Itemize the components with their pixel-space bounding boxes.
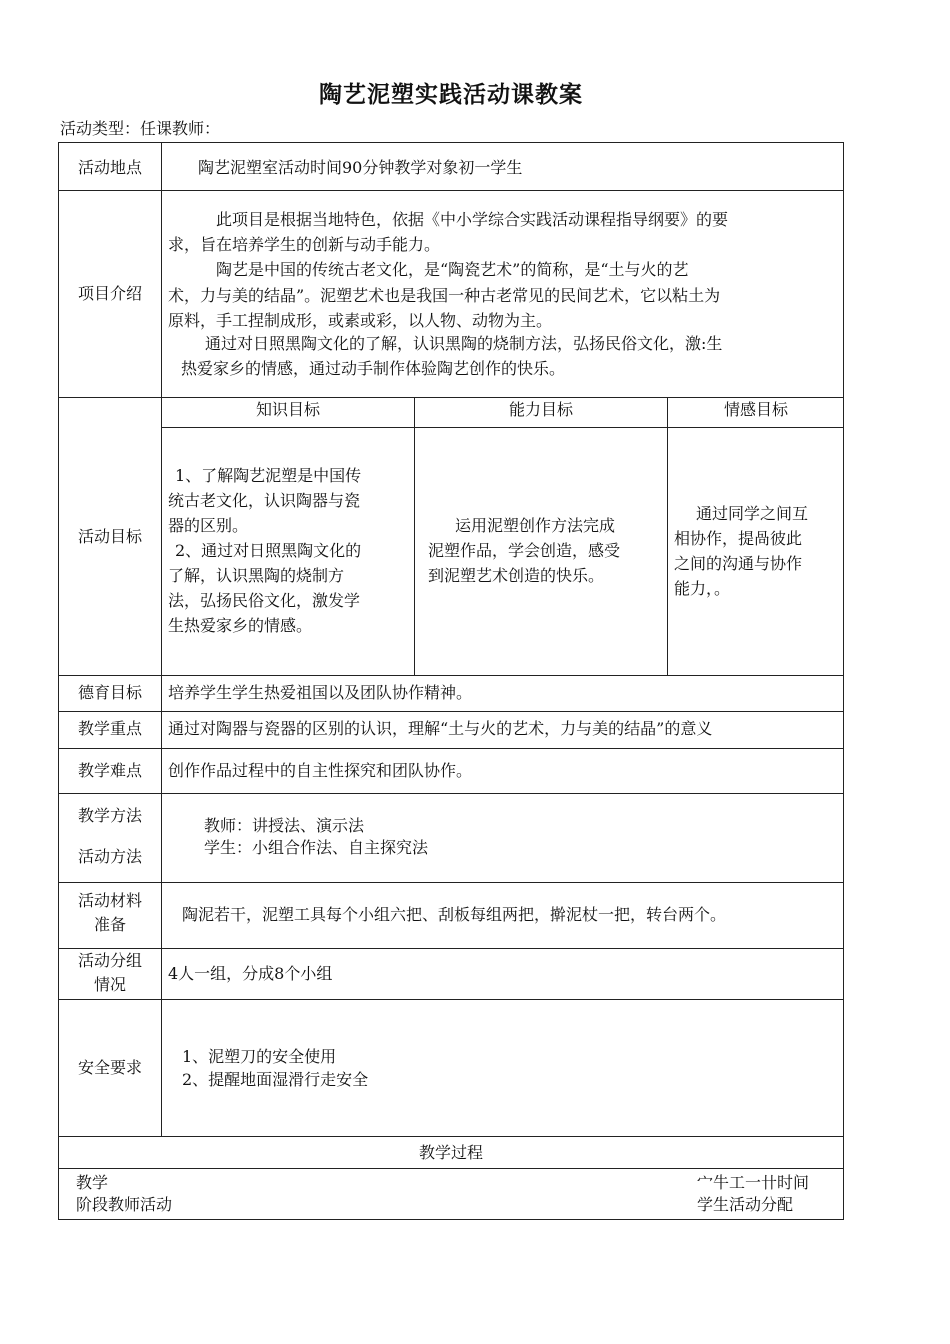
process-left-1: 教学 (76, 1173, 109, 1192)
emotion-line: 之间的沟通与协作 (674, 554, 803, 573)
row-divider (58, 711, 844, 712)
emotion-line: 相协作，提咼彼此 (674, 529, 803, 548)
knowledge-line: 统古老文化，认识陶器与瓷 (168, 491, 361, 510)
row-divider (58, 675, 844, 676)
intro-line: 术，力与美的结晶”。泥塑艺术也是我国一种古老常见的民间艺术，它以粘土为 (168, 286, 721, 305)
process-right-1: 宀牛工一卄时间 (697, 1173, 810, 1192)
label-goals: 活动目标 (77, 527, 142, 546)
label-safety: 安全要求 (77, 1058, 142, 1077)
label-intro: 项目介绍 (77, 284, 142, 303)
difficult-content: 创作作品过程中的自主性探究和团队协作。 (168, 761, 473, 780)
row-divider (58, 948, 844, 949)
ability-line: 运用泥塑创作方法完成 (455, 516, 616, 535)
knowledge-line: 生热爱家乡的情感。 (168, 616, 313, 635)
row-divider (58, 999, 844, 1000)
knowledge-line: 法，弘扬民俗文化，激发学 (168, 591, 361, 610)
page-title: 陶艺泥塑实践活动课教案 (319, 82, 583, 108)
header-emotion: 情感目标 (723, 400, 788, 419)
process-left-2: 阶段教师活动 (76, 1195, 173, 1214)
key-content: 通过对陶器与瓷器的区别的认识，理解“土与火的艺术，力与美的结晶”的意义 (168, 719, 713, 738)
row-divider (58, 190, 844, 191)
emotion-line: 通过同学之间互 (696, 504, 809, 523)
intro-line: 陶艺是中国的传统古老文化，是“陶瓷艺术”的简称，是“土与火的艺 (216, 260, 689, 279)
intro-line: 原料，手工捏制成形，或素或彩，以人物、动物为主。 (168, 311, 553, 330)
header-knowledge: 知识目标 (255, 400, 320, 419)
label-difficult: 教学难点 (77, 761, 142, 780)
label-moral: 德育目标 (77, 683, 142, 702)
meta-line: 活动类型：任课教师： (60, 119, 221, 138)
method-student: 学生：小组合作法、自主探究法 (204, 838, 429, 857)
grouping-content: 4人一组，分成8个小组 (168, 964, 333, 983)
knowledge-line: 了解，认识黑陶的烧制方 (168, 566, 345, 585)
intro-line: 此项目是根据当地特色，依据《中小学综合实践活动课程指导纲要》的要 (216, 210, 729, 229)
knowledge-line: 器的区别。 (168, 516, 249, 535)
safety-item: 2、提醒地面湿滑行走安全 (182, 1070, 369, 1089)
process-title: 教学过程 (418, 1143, 483, 1162)
intro-line: 求，旨在培养学生的创新与动手能力。 (168, 235, 441, 254)
row-divider (58, 1168, 844, 1169)
ability-line: 泥塑作品，学会创造，感受 (428, 541, 621, 560)
process-right-2: 学生活动分配 (697, 1195, 794, 1214)
label-location: 活动地点 (77, 158, 142, 177)
row-divider (58, 793, 844, 794)
label-activity-method: 活动方法 (77, 847, 142, 866)
row-divider (58, 1136, 844, 1137)
ability-line: 到泥塑艺术创造的快乐。 (428, 566, 605, 585)
label-materials-2: 准备 (93, 915, 126, 934)
materials-content: 陶泥若干，泥塑工具每个小组六把、刮板每组两把，擀泥杖一把，转台两个。 (182, 905, 727, 924)
row-divider (58, 882, 844, 883)
label-key: 教学重点 (77, 719, 142, 738)
header-ability: 能力目标 (508, 400, 573, 419)
label-materials: 活动材料 (77, 891, 142, 910)
label-grouping-2: 情况 (93, 975, 126, 994)
method-teacher: 教师：讲授法、演示法 (204, 816, 365, 835)
row-divider (162, 427, 844, 428)
location-content: 陶艺泥塑室活动时间90分钟教学对象初一学生 (198, 158, 523, 177)
row-divider (58, 748, 844, 749)
label-grouping: 活动分组 (77, 951, 142, 970)
safety-item: 1、泥塑刀的安全使用 (182, 1047, 337, 1066)
label-teaching-method: 教学方法 (77, 806, 142, 825)
knowledge-line: 1、了解陶艺泥塑是中国传 (175, 466, 362, 485)
column-divider (667, 397, 668, 675)
column-divider (414, 397, 415, 675)
knowledge-line: 2、通过对日照黑陶文化的 (175, 541, 362, 560)
emotion-line: 能力，。 (674, 579, 731, 598)
moral-content: 培养学生学生热爱祖国以及团队协作精神。 (168, 683, 473, 702)
intro-line: 通过对日照黑陶文化的了解，认识黑陶的烧制方法，弘扬民俗文化，激:生 (205, 334, 723, 353)
intro-line: 热爱家乡的情感，通过动手制作体验陶艺创作的快乐。 (181, 359, 566, 378)
